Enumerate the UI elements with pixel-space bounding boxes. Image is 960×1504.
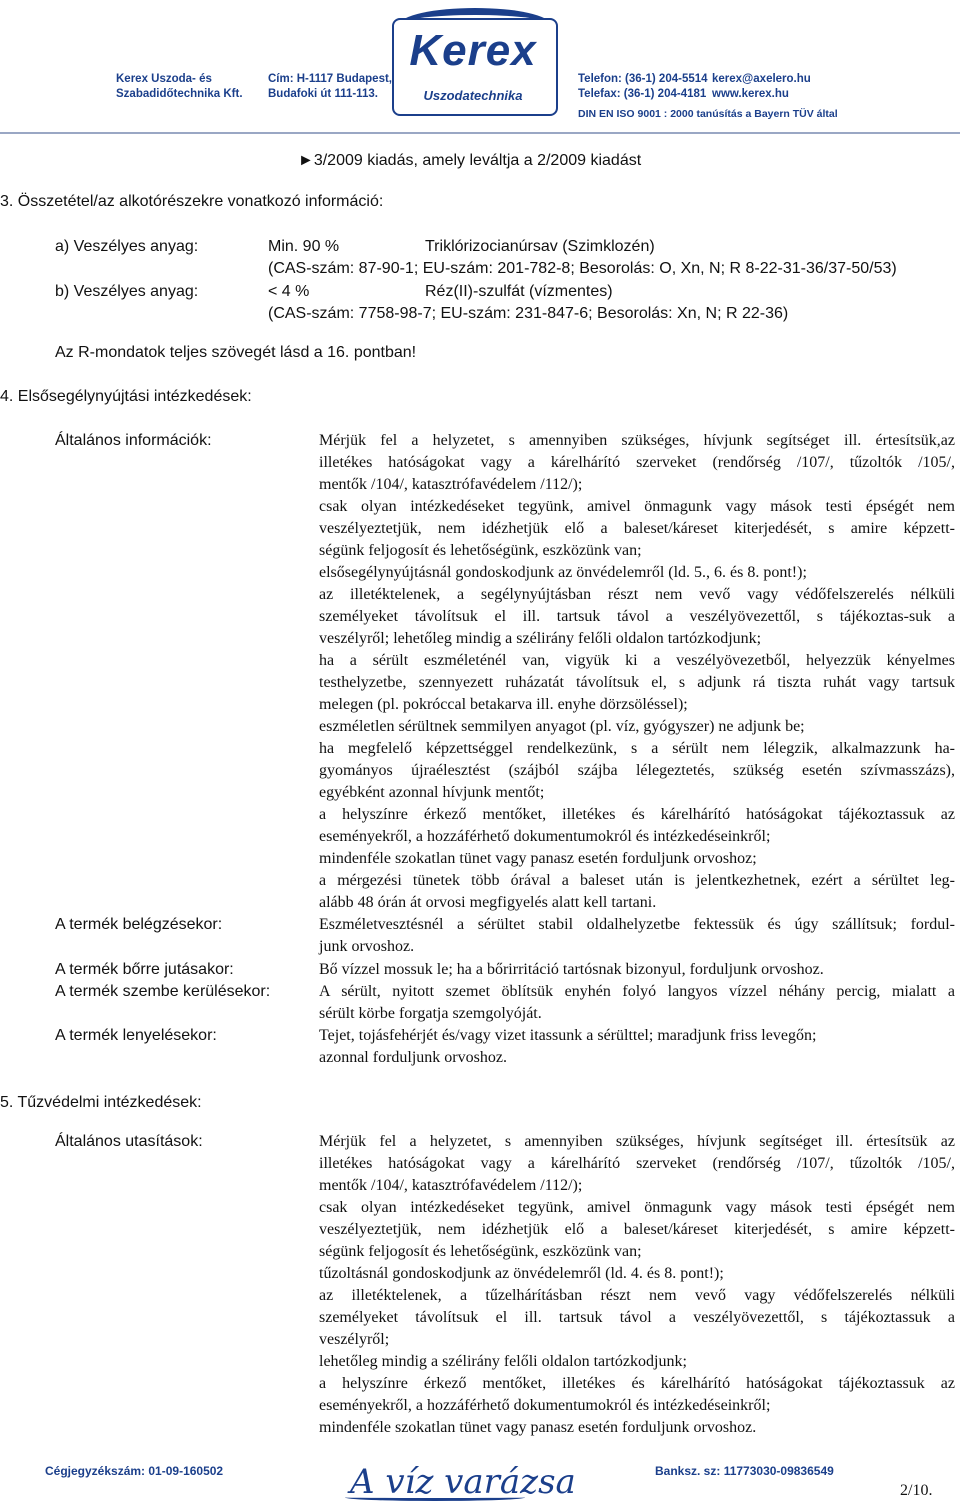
- text-line: Eszméletvesztésnél a sérültet stabil oldalhelyzetbe fektessük és úgy szállítsuk; fordul-: [319, 916, 955, 933]
- text-line: mentők /104/, katasztrófavédelem /112/);: [319, 476, 583, 493]
- text-line: illetékes hatóságokat vagy a kárelhárító szerveket (rendőrség /107/, tűzoltók /105/,: [319, 454, 955, 471]
- text-line: a mérgezési tünetek több órával a baleset után is jelentkezhetnek, ezért a sérültet leg-: [319, 872, 955, 889]
- text-line: személyeket távolítsuk el ill. tartsuk távol a veszélyövezettől, s tájékoztassuk a: [319, 1309, 955, 1326]
- text-line: Tejet, tojásfehérjét és/vagy vizet itassunk a sérülttel; maradjunk friss levegőn;: [319, 1027, 817, 1044]
- text-line: Mérjük fel a helyzetet, s amennyiben szükséges, hívjunk segítséget ill. értesítsük az: [319, 1133, 955, 1150]
- logo-subtitle: Uszodatechnika: [423, 88, 523, 103]
- section-3-title: 3. Összetétel/az alkotórészekre vonatkozó információ:: [0, 193, 384, 210]
- text-line: eseményekről, a hozzáférhető dokumentumokról és intézkedéseinkről;: [319, 828, 771, 845]
- address-line-2: Budafoki út 111-113.: [268, 88, 378, 100]
- text-line: lehetőleg mindig a szélirány felőli oldalon tartózkodjunk;: [319, 1353, 687, 1370]
- email-link[interactable]: kerex@axelero.hu: [712, 73, 811, 85]
- bank-account: Banksz. sz: 11773030-09836549: [655, 1464, 834, 1478]
- text-line: Mérjük fel a helyzetet, s amennyiben szükséges, hívjunk segítséget ill. értesítsük,az: [319, 432, 955, 449]
- text-line: gyományos újraélesztést (szájból szájba lélegeztetés, szükség esetén szívmasszázs),: [319, 762, 955, 779]
- website-link[interactable]: www.kerex.hu: [712, 88, 789, 100]
- first-aid-general-label: Általános információk:: [55, 432, 212, 449]
- text-line: sérült körbe forgatja szemgolyóját.: [319, 1005, 542, 1022]
- fire-general-text: [319, 1131, 955, 1439]
- eye-contact-text: [319, 981, 955, 1025]
- text-line: egyébként azonnal hívjunk mentőt;: [319, 784, 545, 801]
- text-line: eszméletlen sérültnek semmilyen anyagot (pl. víz, gyógyszer) ne adjunk be;: [319, 718, 805, 735]
- r-phrases-note: Az R-mondatok teljes szövegét lásd a 16. pontban!: [55, 344, 417, 361]
- hazard-a-cas: (CAS-szám: 87-90-1; EU-szám: 201-782-8; Besorolás: O, Xn, N; R 8-22-31-36/37-50/53): [268, 260, 897, 277]
- registry-number: Cégjegyzékszám: 01-09-160502: [45, 1464, 224, 1478]
- text-line: illetékes hatóságokat vagy a kárelhárító szerveket (rendőrség /107/, tűzoltók /105/,: [319, 1155, 955, 1172]
- text-line: mindenféle szokatlan tünet vagy panasz esetén forduljunk orvoshoz;: [319, 850, 757, 867]
- hazard-b-label: b) Veszélyes anyag:: [55, 283, 199, 300]
- company-address: [268, 72, 392, 102]
- address-line-1: Cím: H-1117 Budapest,: [268, 73, 392, 85]
- text-line: veszélyről; lehetőleg mindig a szélirány felőli oldalon tartózkodjunk;: [319, 630, 762, 647]
- text-line: ha a sérült eszméleténél van, vigyük ki a veszélyövezetből, helyezzük kényelmes: [319, 652, 955, 669]
- hazard-a-amount: Min. 90 %: [268, 238, 340, 255]
- text-line: testhelyzetbe, szennyezett ruházatát távolítsuk el, s adjunk rá tiszta ruhát vagy tartsuk: [319, 674, 955, 691]
- header-divider: [0, 132, 960, 134]
- hazard-b-name: Réz(II)-szulfát (vízmentes): [425, 283, 613, 300]
- text-line: az illetéktelenek, a tűzelhárításban részt nem vevő vagy védőfelszerelés nélküli: [319, 1287, 955, 1304]
- text-line: melegen (pl. pokróccal betakarva ill. enyhe dörzsöléssel);: [319, 696, 688, 713]
- company-line-1: Kerex Uszoda- és: [116, 73, 212, 85]
- text-line: a helyszínre érkező mentőket, illetékes és kárelhárító hatóságokat tájékoztassuk az: [319, 806, 955, 823]
- text-line: veszélyeztetjük, nem idézhetjük elő a baleset/káreset kiterjedését, s amire képzett-: [319, 520, 955, 537]
- text-line: ségünk feljogosít és lehetőségünk, eszközünk van;: [319, 542, 642, 559]
- edition-note: ►3/2009 kiadás, amely leváltja a 2/2009 kiadást: [298, 152, 642, 169]
- hazard-a-name: Triklórizocianúrsav (Szimklozén): [425, 238, 655, 255]
- text-line: junk orvoshoz.: [319, 938, 415, 955]
- phone-number: Telefon: (36-1) 204-5514: [578, 73, 708, 85]
- text-line: veszélyeztetjük, nem idézhetjük elő a baleset/káreset kiterjedését, s amire képzett-: [319, 1221, 955, 1238]
- skin-contact-text: [319, 959, 955, 981]
- text-line: tűzoltásnál gondoskodjunk az önvédelemről (ld. 4. és 8. pont!);: [319, 1265, 724, 1282]
- section-5-title: 5. Tűzvédelmi intézkedések:: [0, 1094, 202, 1111]
- ingestion-label: A termék lenyelésekor:: [55, 1027, 217, 1044]
- company-phone-fax: [578, 72, 708, 102]
- ingestion-text: [319, 1025, 955, 1069]
- text-line: a helyszínre érkező mentőket, illetékes és kárelhárító hatóságokat tájékoztassuk az: [319, 1375, 955, 1392]
- hazard-b-cas: (CAS-szám: 7758-98-7; EU-szám: 231-847-6; Besorolás: Xn, N; R 22-36): [268, 305, 789, 322]
- inhalation-text: [319, 914, 955, 958]
- section-4-title: 4. Elsősegélynyújtási intézkedések:: [0, 388, 252, 405]
- fire-general-label: Általános utasítások:: [55, 1133, 203, 1150]
- company-contact: [712, 72, 811, 102]
- text-line: személyeket távolítsuk el ill. tartsuk távol a veszélyövezettől, s tájékoztas-suk a: [319, 608, 955, 625]
- iso-certification: DIN EN ISO 9001 : 2000 tanúsítás a Bayern TÜV által: [578, 108, 838, 120]
- letterhead: [0, 0, 960, 135]
- text-line: azonnal forduljunk orvoshoz.: [319, 1049, 507, 1066]
- text-line: eseményekről, a hozzáférhető dokumentumokról és intézkedéseinkről;: [319, 1397, 771, 1414]
- wave-underline-icon: [345, 1494, 525, 1501]
- text-line: Bő vízzel mossuk le; ha a bőrirritáció tartósnak bizonyul, forduljunk orvoshoz.: [319, 961, 824, 978]
- inhalation-label: A termék belégzésekor:: [55, 916, 223, 933]
- text-line: veszélyről;: [319, 1331, 390, 1348]
- skin-contact-label: A termék bőrre jutásakor:: [55, 961, 234, 978]
- company-logo: Kerex: [409, 26, 537, 75]
- slogan: A víz varázsa: [350, 1462, 576, 1502]
- text-line: az illetéktelenek, a segélynyújtásban részt nem vevő vagy védőfelszerelés nélküli: [319, 586, 955, 603]
- text-line: csak olyan intézkedéseket tegyünk, amivel önmagunk vagy mások testi épségét nem: [319, 498, 955, 515]
- hazard-a-label: a) Veszélyes anyag:: [55, 238, 199, 255]
- text-line: mentők /104/, katasztrófavédelem /112/);: [319, 1177, 583, 1194]
- text-line: elsősegélynyújtásnál gondoskodjunk az önvédelemről (ld. 5., 6. és 8. pont!);: [319, 564, 807, 581]
- first-aid-general-text: [319, 430, 955, 914]
- eye-contact-label: A termék szembe kerülésekor:: [55, 983, 271, 1000]
- text-line: A sérült, nyitott szemet öblítsük enyhén folyó langyos vízzel néhány percig, mialatt a: [319, 983, 955, 1000]
- text-line: ha megfelelő képzettséggel rendelkezünk, s a sérült nem lélegzik, alkalmazzunk ha-: [319, 740, 955, 757]
- company-name: [116, 72, 243, 102]
- fax-number: Telefax: (36-1) 204-4181: [578, 88, 707, 100]
- text-line: mindenféle szokatlan tünet vagy panasz esetén forduljunk orvoshoz.: [319, 1419, 757, 1436]
- company-line-2: Szabadidőtechnika Kft.: [116, 88, 243, 100]
- text-line: csak olyan intézkedéseket tegyünk, amivel önmagunk vagy mások testi épségét nem: [319, 1199, 955, 1216]
- text-line: ségünk feljogosít és lehetőségünk, eszközünk van;: [319, 1243, 642, 1260]
- hazard-b-amount: < 4 %: [268, 283, 310, 300]
- page-number: 2/10.: [900, 1482, 933, 1499]
- text-line: alább 48 órán át orvosi megfigyelés alatt kell tartani.: [319, 894, 657, 911]
